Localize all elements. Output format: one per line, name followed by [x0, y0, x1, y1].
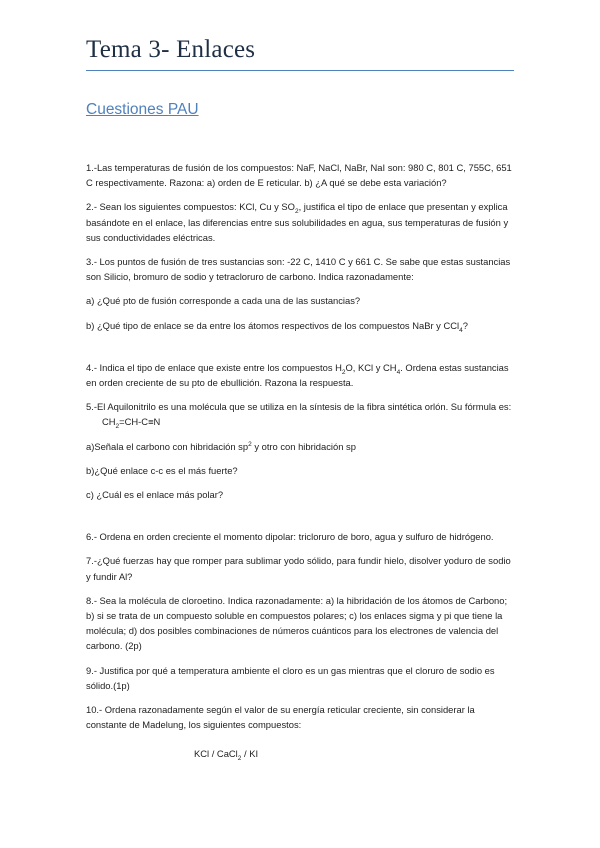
question-5b: b)¿Qué enlace c-c es el más fuerte?: [86, 464, 238, 476]
question-1: 1.-Las temperaturas de fusión de los compuestos: NaF, NaCl, NaBr, NaI son: 980 C, 801 C, 755C, 651 C respectivamente. Razona: a) orden de E reticular. b) ¿A qué se debe esta variación?: [86, 162, 512, 189]
question-6: 6.- Ordena en orden creciente el momento dipolar: tricloruro de boro, agua y sulfuro de hidrógeno.: [86, 531, 494, 543]
question-5: 5.-El Aquilonitrilo es una molécula que se utiliza en la síntesis de la fibra sintética orlón. Su fórmula $es:CH_2=CH-C\equiv N$: [86, 401, 512, 431]
question-5c: c) ¿Cuál es el enlace más polar?: [86, 489, 224, 501]
question-5a: a)Señala el carbono con hibridación $sp^2$ y otro con hibridación sp: [86, 440, 356, 452]
title-divider: [86, 70, 514, 71]
question-7: 7.-¿Qué fuerzas hay que romper para sublimar yodo sólido, para fundir hielo, disolver yoduro de sodio y fundir Al?: [86, 555, 511, 582]
page-title: Tema 3- Enlaces: [86, 36, 256, 63]
section-heading: Cuestiones PAU: [86, 101, 199, 118]
question-8: 8.- Sea la molécula de cloroetino. Indica razonadamente: a) la hibridación de los átomos de Carbono; b) si se trata de un compuesto soluble en compuestos polares; c) los enlaces sigma y pi que tiene la molécula; d) dos posibles combinaciones de números cuánticos para los electrones de valencia del carbono. (2p): [86, 594, 508, 652]
spacer: [86, 342, 516, 360]
question-4: 4.- Indica el tipo de enlace que existe entre los compuestos $H_2O$, KCl y $CH_4$. Ordena estas sustancias en orden creciente de su pto de ebullición. Razona la respuesta.: [86, 361, 509, 389]
question-3b: b) ¿Qué tipo de enlace se da entre los átomos respectivos de los compuestos NaBr y CCl$_4$?: [86, 319, 468, 334]
questions-list: [86, 160, 516, 762]
question-10: 10.- Ordena razonadamente según el valor de su energía reticular creciente, sin considerar la constante de Madelung, los siguientes compuestos:: [86, 704, 475, 731]
spacer: [86, 511, 516, 529]
formula-compounds: KCl / CaCl$_2$ / KI: [194, 748, 259, 763]
question-3: 3.- Los puntos de fusión de tres sustancias son: -22 C, 1410 C y 661 C. Se sabe que estas sustancias son Silicio, bromuro de sodio y tetracloruro de carbono. Indica razonadamente:: [86, 256, 511, 283]
question-9: 9.- Justifica por qué a temperatura ambiente el cloro es un gas mientras que el cloruro de sodio es sólido.(1p): [86, 664, 495, 691]
question-2: 2.- Sean los siguientes compuestos: KCl, Cu y $SO_2$, justifica el tipo de enlace que presentan y explica basándote en el enlace, las diferencias entre sus solubilidades en agua, sus temperaturas de fusión y sus conductividades eléctricas.: [86, 201, 509, 243]
formula-acrylonitrile: $CH_2=CH-C\equiv N$: [102, 416, 161, 431]
question-3a: a) ¿Qué pto de fusión corresponde a cada una de las sustancias?: [86, 295, 361, 307]
